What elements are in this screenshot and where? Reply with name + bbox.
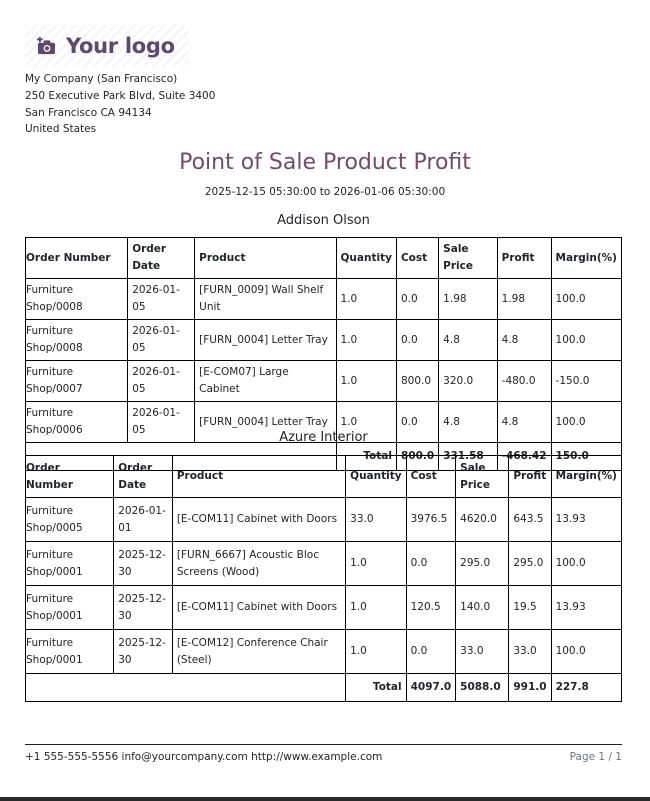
cell-order: Furniture Shop/0006 xyxy=(26,402,128,443)
cell-profit: 643.5 xyxy=(509,498,551,542)
cell-margin: 100.0 xyxy=(551,402,621,443)
cell-qty: 1.0 xyxy=(336,320,396,361)
col-quantity: Quantity xyxy=(336,238,396,279)
cell-profit: 4.8 xyxy=(497,320,551,361)
logo-text: Your logo xyxy=(66,34,175,58)
cell-product: [E-COM12] Conference Chair (Steel) xyxy=(172,630,345,674)
cell-qty: 1.0 xyxy=(336,402,396,443)
col-sale-price: Sale Price xyxy=(439,238,497,279)
report-date-range: 2025-12-15 05:30:00 to 2026-01-06 05:30:00 xyxy=(204,186,446,198)
col-cost: Cost xyxy=(406,456,456,498)
cell-qty: 1.0 xyxy=(346,542,406,586)
table-row xyxy=(26,279,622,320)
cell-product: [FURN_0004] Letter Tray xyxy=(195,320,336,361)
total-label: Total xyxy=(346,674,406,702)
cell-qty: 33.0 xyxy=(346,498,406,542)
company-street: 250 Executive Park Blvd, Suite 3400 xyxy=(25,89,216,102)
company-name: My Company (San Francisco) xyxy=(25,73,178,85)
cell-order: Furniture Shop/0007 xyxy=(26,361,128,402)
company-city: San Francisco CA 94134 xyxy=(25,106,152,119)
cell-order: Furniture Shop/0001 xyxy=(26,630,114,674)
table-row xyxy=(26,498,622,542)
cell-product: [E-COM11] Cabinet with Doors xyxy=(172,498,345,542)
cell-date: 2025-12-30 xyxy=(114,630,173,674)
cell-margin: 100.0 xyxy=(551,279,621,320)
cell-profit: 19.5 xyxy=(509,586,551,630)
col-margin: Margin(%) xyxy=(551,238,621,279)
cell-order: Furniture Shop/0005 xyxy=(26,498,114,542)
cell-sale: 4.8 xyxy=(439,402,497,443)
table-row xyxy=(26,361,622,402)
col-margin: Margin(%) xyxy=(551,456,621,498)
cell-margin: 100.0 xyxy=(551,320,621,361)
col-profit: Profit xyxy=(509,456,551,498)
table-header xyxy=(26,238,622,279)
cell-qty: 1.0 xyxy=(336,279,396,320)
cell-profit: 4.8 xyxy=(497,402,551,443)
report-table xyxy=(25,455,622,702)
table-row xyxy=(26,586,622,630)
cell-profit: 1.98 xyxy=(497,279,551,320)
table-row xyxy=(26,320,622,361)
cell-date: 2026-01-05 xyxy=(128,279,195,320)
total-sale: 331.58 xyxy=(439,443,497,471)
group-title: Azure Interior xyxy=(279,430,368,445)
cell-qty: 1.0 xyxy=(346,586,406,630)
cell-cost: 120.5 xyxy=(406,586,456,630)
cell-product: [E-COM07] Large Cabinet xyxy=(195,361,336,402)
total-cost: 4097.0 xyxy=(406,674,456,702)
cell-cost: 3976.5 xyxy=(406,498,456,542)
cell-cost: 800.0 xyxy=(396,361,438,402)
col-order-date: Order Date xyxy=(128,238,195,279)
cell-sale: 4620.0 xyxy=(456,498,509,542)
cell-order: Furniture Shop/0008 xyxy=(26,279,128,320)
col-order-number: Order Number xyxy=(26,456,114,498)
cell-qty: 1.0 xyxy=(336,361,396,402)
cell-date: 2025-12-30 xyxy=(114,586,173,630)
cell-date: 2026-01-05 xyxy=(128,320,195,361)
cell-profit: -480.0 xyxy=(497,361,551,402)
total-margin: 150.0 xyxy=(551,443,621,471)
cell-sale: 295.0 xyxy=(456,542,509,586)
report-title: Point of Sale Product Profit xyxy=(179,150,471,175)
cell-sale: 1.98 xyxy=(439,279,497,320)
col-sale-price: Sale Price xyxy=(456,456,509,498)
cell-date: 2025-12-30 xyxy=(114,542,173,586)
cell-product: [E-COM11] Cabinet with Doors xyxy=(172,586,345,630)
cell-sale: 320.0 xyxy=(439,361,497,402)
cell-product: [FURN_0004] Letter Tray xyxy=(195,402,336,443)
table-header xyxy=(26,456,622,498)
cell-cost: 0.0 xyxy=(406,542,456,586)
cell-order: Furniture Shop/0008 xyxy=(26,320,128,361)
cell-order: Furniture Shop/0001 xyxy=(26,586,114,630)
cell-cost: 0.0 xyxy=(396,320,438,361)
group-title: Addison Olson xyxy=(277,213,370,228)
table-row xyxy=(26,630,622,674)
col-order-date: Order Date xyxy=(114,456,173,498)
table-row xyxy=(26,542,622,586)
company-country: United States xyxy=(25,123,97,136)
page-number: Page 1 / 1 xyxy=(569,751,622,763)
cell-sale: 33.0 xyxy=(456,630,509,674)
footer-contact: +1 555-555-5556 info@yourcompany.com http://www.example.com xyxy=(25,751,383,763)
total-profit: 991.0 xyxy=(509,674,551,702)
cell-cost: 0.0 xyxy=(406,630,456,674)
col-product: Product xyxy=(195,238,336,279)
cell-margin: -150.0 xyxy=(551,361,621,402)
cell-margin: 13.93 xyxy=(551,586,621,630)
cell-margin: 100.0 xyxy=(551,630,621,674)
col-order-number: Order Number xyxy=(26,238,128,279)
cell-date: 2026-01-05 xyxy=(128,402,195,443)
cell-cost: 0.0 xyxy=(396,402,438,443)
total-profit: -468.42 xyxy=(497,443,551,471)
cell-margin: 100.0 xyxy=(551,542,621,586)
total-margin: 227.8 xyxy=(551,674,621,702)
cell-date: 2026-01-01 xyxy=(114,498,173,542)
total-row xyxy=(26,674,622,702)
cell-sale: 140.0 xyxy=(456,586,509,630)
cell-qty: 1.0 xyxy=(346,630,406,674)
page-bottom-edge xyxy=(0,797,650,801)
cell-profit: 33.0 xyxy=(509,630,551,674)
cell-cost: 0.0 xyxy=(396,279,438,320)
total-label: Total xyxy=(336,443,396,471)
cell-product: [FURN_0009] Wall Shelf Unit xyxy=(195,279,336,320)
col-profit: Profit xyxy=(497,238,551,279)
col-product: Product xyxy=(172,456,345,498)
cell-sale: 4.8 xyxy=(439,320,497,361)
cell-date: 2026-01-05 xyxy=(128,361,195,402)
camera-plus-icon xyxy=(37,37,56,56)
total-sale: 5088.0 xyxy=(456,674,509,702)
cell-order: Furniture Shop/0001 xyxy=(26,542,114,586)
col-cost: Cost xyxy=(396,238,438,279)
company-address xyxy=(25,71,215,138)
cell-product: [FURN_6667] Acoustic Bloc Screens (Wood) xyxy=(172,542,345,586)
cell-margin: 13.93 xyxy=(551,498,621,542)
company-logo xyxy=(25,25,189,67)
cell-profit: 295.0 xyxy=(509,542,551,586)
total-cost: 800.0 xyxy=(396,443,438,471)
col-quantity: Quantity xyxy=(346,456,406,498)
footer-divider xyxy=(25,744,622,745)
